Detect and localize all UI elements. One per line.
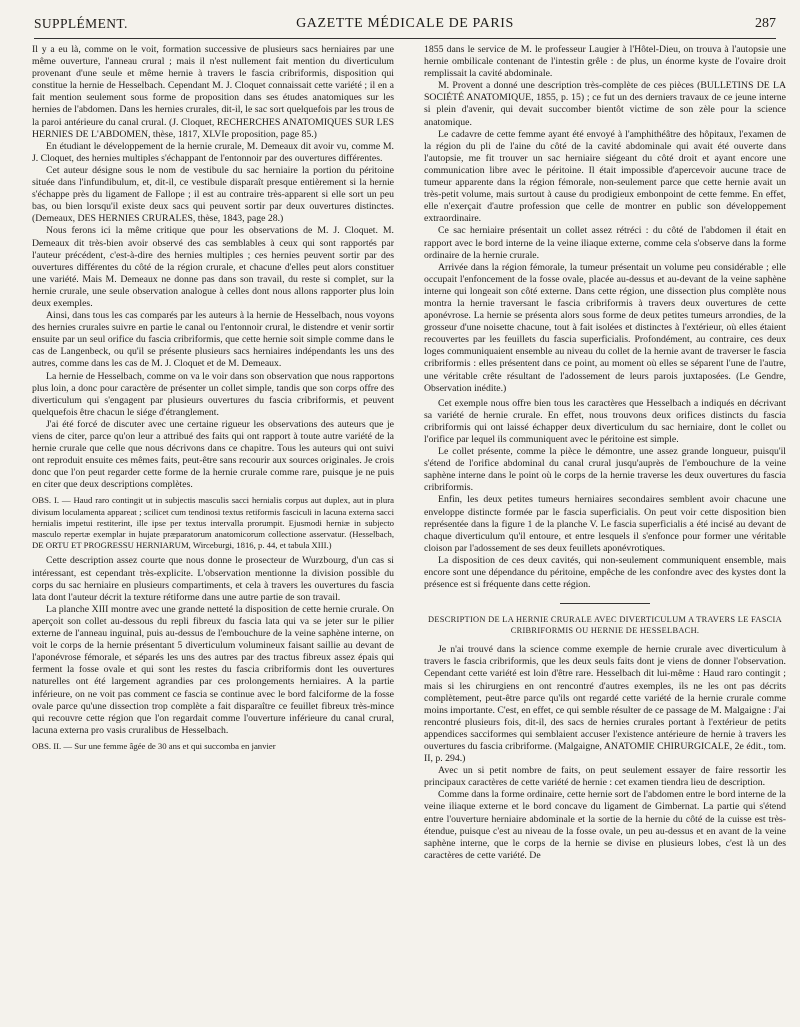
section-divider [560,603,650,604]
observation-note: OBS. II. — Sur une femme âgée de 30 ans et qui succomba en janvier [32,740,276,751]
journal-title: GAZETTE MÉDICALE DE PARIS [296,16,514,31]
paragraph: La hernie de Hesselbach, comme on va le voir dans son observation que nous rapportons plus loin, a donc pour caractère de présenter un collet simple, tandis que son corps offre des diverticulum qui s'engagent par plusieurs ouvertures du fascia cribriformis, et peuvent quelquefois être chacun le siége d'étranglement. [32,370,394,418]
section-label: SUPPLÉMENT. [34,16,128,31]
paragraph: Il y a eu là, comme on le voit, formation successive de plusieurs sacs herniaires par une même ouverture, l'anneau crural ; mais il n'est nullement fait mention du diverticulum provenant d'une seule et même hernie à travers le fascia cribriformis, disposition qui constitue la hernie de Hesselbach. Cependant M. J. Cloquet connaissait cette variété ; il en a fait mention seulement sous forme de proposition dans ses études anatomiques sur les hernies de l'abdomen. Dans les hernies crurales, dit-il, le sac sort quelquefois par les trous de la paroi antérieure du canal crural. (J. Cloquet, RECHERCHES ANATOMIQUES SUR LES HERNIES DE L'ABDOMEN, thèse, 1817, XLVIe proposition, page 85.) [32,44,394,140]
paragraph: En étudiant le développement de la hernie crurale, M. Demeaux dit avoir vu, comme M. J. Cloquet, des hernies multiples s'échappant de l'entonnoir par des ouvertures différentes. [32,140,394,164]
right-column [424,44,786,1022]
paragraph: Ce sac herniaire présentait un collet assez rétréci : du côté de l'abdomen il était en rapport avec le bord interne de la veine iliaque externe, comme cela s'observe dans la forme ordinaire de la hernie crurale. [424,225,786,261]
paragraph: 1855 dans le service de M. le professeur Laugier à l'Hôtel-Dieu, on trouva à l'autopsie une hernie ombilicale contenant de l'intestin grêle : de plus, un énorme kyste de l'ovaire droit remplissait la cavité abdominale. [424,44,786,80]
page-number: 287 [755,16,776,31]
paragraph: Enfin, les deux petites tumeurs herniaires secondaires semblent avoir chacune une enveloppe distincte formée par le fascia superficialis. On peut voir cette disposition bien représentée dans la figure 1 de la planche V. Le fascia superficialis a été incisé au devant de chaque diverticulum qu'il entoure, et entre lesquels il s'enfonce pour former une véritable cloison par l'adossement de ses deux feuillets aponévrotiques. [424,494,786,554]
paragraph: J'ai été forcé de discuter avec une certaine rigueur les observations des auteurs que je viens de citer, parce qu'on leur a attribué des faits qui ont rapport à toute autre variété de la hernie crurale que celle que nous décrivons dans ce chapitre. Tous les auteurs qui ont suivi ont reproduit ensuite ces mêmes faits, peut-être sans recourir aux sources originales. Je crois donc que l'on peut regarder cette forme de la hernie crurale comme rare, puisque je ne puis en citer que deux descriptions complètes. [32,418,394,491]
paragraph: Je n'ai trouvé dans la science comme exemple de hernie crurale avec diverticulum à travers le fascia cribriformis, que les deux seuls faits dont je viens de donner l'observation. Cependant cette variété est loin d'être rare. Hesselbach dit lui-même : Haud raro contingit ; mais si les chirurgiens en ont rencontré d'autres exemples, ils ne les ont pas décrits complètement, peut-être parce qu'ils ont regardé cette variété de la hernie crurale comme moins importante. C'est, en effet, ce qui semble résulter de ce passage de M. Malgaigne : J'ai rencontré plusieurs fois, dit-il, des sacs de hernies crurales portant à l'extérieur de petits appendices sacciformes qui semblaient accuser l'existence antérieure de hernie à travers les ouvertures du fascia cribriforme. (Malgaigne, ANATOMIE CHIRURGICALE, 2e édit., tom. II, p. 294.) [424,644,786,765]
section-heading: DESCRIPTION DE LA HERNIE CRURALE AVEC DIVERTICULUM A TRAVERS LE FASCIA CRIBRIFORMIS OU HERNIE DE HESSELBACH. [428,615,782,636]
left-column [32,44,394,1022]
paragraph: La planche XIII montre avec une grande netteté la disposition de cette hernie crurale. On aperçoit son collet au-dessous du repli fibreux du fascia lata qui va se jeter sur le pilier externe de l'anneau inguinal, puis au-dessus de l'embouchure de la veine saphène interne, on voit le corps de la hernie présentant 5 diverticulum volumineux faisant saillie au devant de l'aponévrose fémorale, et séparés les uns des autres par des tractus fibreux assez épais qui ferment la fosse ovale et qui sont les restes du fascia cribriformis dont les ouvertures naturelles ont été largement agrandies par ces prolongements herniaires. A la partie inférieure, on ne voit pas comment ce fascia se continue avec le bord falciforme de la fosse ovale parce qu'une dissection trop complète a fait disparaître ce feuillet fibreux très-mince qui recouvre cette région que l'on regardait comme l'ouverture inférieure du canal crural, lacuna externa pro vasis cruralibus de Hesselbach. [32,603,394,736]
paragraph: La disposition de ces deux cavités, qui non-seulement communiquent ensemble, mais encore sont une dépendance du péritoine, empêche de les confondre avec des kystes dont la présence est si fréquente dans cette région. [424,554,786,591]
paragraph: M. Provent a donné une description très-complète de ces pièces (BULLETINS DE LA SOCIÉTÉ ANATOMIQUE, 1855, p. 15) ; ce fut un des derniers travaux de ce jeune interne si plein d'avenir, qui devait succomber bientôt victime de son zèle pour la science anatomique. [424,80,786,128]
paragraph: Cet exemple nous offre bien tous les caractères que Hesselbach a indiqués en décrivant sa variété de hernie crurale. En effet, nous trouvons deux orifices distincts du fascia cribriformis qui ont laissé échapper deux diverticulum du sac herniaire, dont le collet ou l'orifice par lequel ils communiquent avec le péritoine est simple. [424,397,786,445]
paragraph: Cette description assez courte que nous donne le prosecteur de Wurzbourg, d'un cas si intéressant, est cependant très-explicite. L'observation mentionne la division possible du corps du sac herniaire en plusieurs compartiments, et cela à travers les ouvertures du fascia lata dont l'auteur décrit la texture rétiforme dans une autre partie de son travail. [32,555,394,603]
paragraph: Le collet présente, comme la pièce le démontre, une assez grande longueur, puisqu'il s'étend de l'orifice abdominal du canal crural jusqu'auprès de l'embouchure de la veine saphène interne dans le point où le corps de la hernie traverse les deux ouvertures du fascia cribriformis. [424,446,786,494]
paragraph: Comme dans la forme ordinaire, cette hernie sort de l'abdomen entre le bord interne de la veine iliaque externe et le bord concave du ligament de Gimbernat. La partie qui s'étend entre l'ouverture herniaire abdominale et la sortie de la hernie du côté de la cuisse est très-étendue, puisque c'est au niveau de la fosse ovale, un peu au-dessus et en avant de la veine saphène interne, que le corps de la hernie se divise en plusieurs lobes, c'est là un des caractères de cette variété. De [424,789,786,861]
observation-note: OBS. I. — Haud raro contingit ut in subjectis masculis sacci hernialis corpus aut duplex, aut in plura divisum loculamenta appareat ; scilicet cum tendinosi textus retiformis fasciculi in lacuna externa sacci hernialis impetui restiterint, ille ipse per textus intervalla prorumpit. Ejusmodi herniæ in subjecto masculo repertæ exemplar in hujate præparatorum anatomicorum collectione asservatur. (Hesselbach, DE ORTU ET PROGRESSU HERNIARUM, Wirceburgi, 1816, p. 44, et tabula XIII.) [32,495,394,551]
paragraph: Arrivée dans la région fémorale, la tumeur présentait un volume peu considérable ; elle occupait l'enfoncement de la fosse ovale, placée au-dessus et au-devant de la veine saphène interne qui longeait son côté externe. Dans cette région, une dissection plus complète nous montra la hernie traversant le fascia cribriformis à travers deux ouvertures de cette aponévrose. La hernie se présenta alors sous forme de deux petites tumeurs arrondies, de la grosseur d'une noisette chacune, tout à fait isolées et distinctes à l'extérieur, où elles étaient recouvertes par les feuillets du fascia superficialis. Profondément, au contraire, ces deux loges communiquaient ensemble au niveau du collet de la hernie avant de traverser le fascia cribriformis : elles présentent dans ce point, au moment où elles se séparent l'une de l'autre, une véritable crête résultant de l'adossement de leurs parois juxtaposées. (Le Gendre, Observation inédite.) [424,261,786,394]
paragraph: Nous ferons ici la même critique que pour les observations de M. J. Cloquet. M. Demeaux dit très-bien avoir observé des cas semblables à ceux qui sont rapportés par l'auteur précédent, c'est-à-dire des hernies multiples ; ces hernies peuvent sortir par des ouvertures différentes du côté de la région crurale, et chacune d'elles peut alors constituer une variété. Mais M. Demeaux ne donne pas dans son travail, du reste si complet, sur la hernie crurale, une seule observation analogue à celles dont nous allons rapporter plus loin deux exemples. [32,225,394,309]
paragraph: Ainsi, dans tous les cas comparés par les auteurs à la hernie de Hesselbach, nous voyons des hernies crurales suivre en partie le canal ou l'entonnoir crural, le distendre et venir sortir ensuite par un seul orifice du fascia cribriformis, que cette hernie soit simple comme dans le cas de Langenbeck, ou qu'il se présente plusieurs sacs herniaires indépendants les uns des autres, comme dans les cas de M. J. Cloquet et de M. Demeaux. [32,310,394,370]
paragraph: Avec un si petit nombre de faits, on peut seulement essayer de faire ressortir les principaux caractères de cette variété de hernie : cet examen tiendra lieu de description. [424,765,786,789]
page-header [34,16,776,38]
header-rule [34,38,776,39]
paragraph: Cet auteur désigne sous le nom de vestibule du sac herniaire la portion du péritoine située dans l'infundibulum, et, dit-il, ce vestibule disparaît presque entièrement si la hernie s'échappe près du ligament de Fallope ; il est au contraire très-apparent si elle sort un peu bas, ou bien lorsqu'il existe deux sacs qui peuvent sortir par deux ouvertures distinctes. (Demeaux, DES HERNIES CRURALES, thèse, 1843, page 28.) [32,164,394,225]
paragraph: Le cadavre de cette femme ayant été envoyé à l'amphithéâtre des hôpitaux, l'examen de la région du pli de l'aine du côté de la cavité abdominale qui avait été ouverte dans l'autopsie, me fit trouver un sac herniaire siégeant du côté droit et ayant encore une communication libre avec le péritoine. Il était impossible d'apercevoir aucune trace de tumeur apparente dans la région fémorale, non-seulement parce que cette hernie avait un très-petit volume, mais surtout à cause du prodigieux embonpoint de cette femme. En effet, elle n'exerçait d'autre profession que celle de montrer en public son développement extraordinaire. [424,128,786,225]
